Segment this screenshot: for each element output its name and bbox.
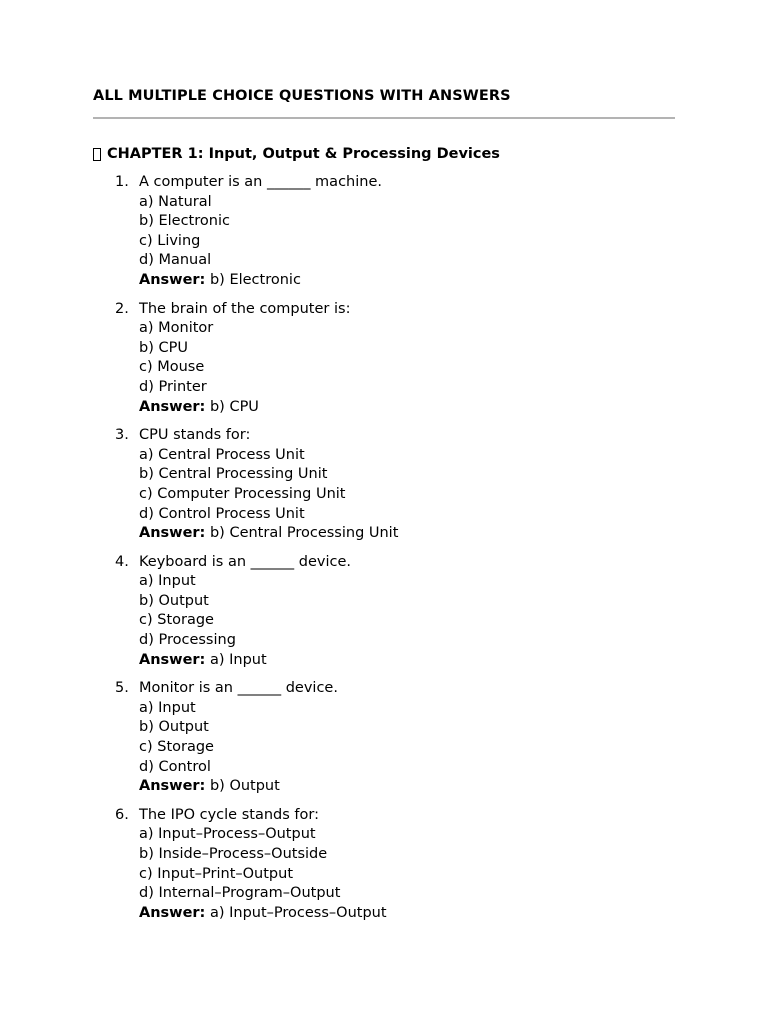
answer-line [139, 904, 675, 924]
question-text: CPU stands for: [139, 427, 251, 444]
question-item [93, 300, 675, 418]
title-divider [93, 117, 675, 119]
answer-label: Answer: [139, 651, 206, 668]
answer-option: a) Natural [139, 193, 212, 210]
answer-option: b) Output [139, 592, 209, 609]
answer-option: a) Input [139, 699, 196, 716]
answer-value: b) Central Processing Unit [209, 525, 399, 542]
question-number: 2. [115, 300, 129, 317]
answer-value: b) CPU [209, 398, 259, 415]
question-text: Monitor is an ______ device. [139, 680, 338, 697]
question-number: 4. [115, 553, 129, 570]
answer-option: d) Internal–Program–Output [139, 885, 341, 902]
chapter-heading [93, 144, 675, 164]
chapter-title: CHAPTER 1: Input, Output & Processing Devices [107, 146, 500, 162]
question-item [93, 553, 675, 671]
answer-option: d) Control [139, 758, 211, 775]
answer-option: c) Storage [139, 612, 214, 629]
answer-option: a) Input [139, 573, 196, 590]
answer-option: b) Output [139, 719, 209, 736]
question-item [93, 806, 675, 924]
answer-option: d) Control Process Unit [139, 505, 305, 522]
question-list [93, 173, 675, 923]
answer-line [139, 398, 675, 418]
answer-option: b) Electronic [139, 213, 230, 230]
answer-option: b) CPU [139, 339, 188, 356]
answer-line [139, 651, 675, 671]
answer-option: a) Monitor [139, 320, 214, 337]
question-item [93, 679, 675, 797]
answer-option: d) Processing [139, 632, 236, 649]
question-text: A computer is an ______ machine. [139, 174, 382, 190]
question-text: Keyboard is an ______ device. [139, 553, 351, 570]
missing-glyph-box-icon [93, 148, 101, 161]
question-item [93, 426, 675, 544]
answer-line [139, 524, 675, 544]
answer-option: b) Inside–Process–Outside [139, 846, 328, 862]
answer-option: b) Central Processing Unit [139, 466, 328, 483]
answer-option: c) Living [139, 232, 201, 249]
answer-value: a) Input [209, 651, 267, 668]
answer-label: Answer: [139, 778, 206, 795]
answer-option: c) Storage [139, 739, 214, 756]
question-number: 1. [115, 174, 129, 190]
answer-label: Answer: [139, 525, 206, 542]
answer-option: c) Input–Print–Output [139, 865, 294, 882]
answer-option: d) Manual [139, 252, 212, 269]
question-text: The IPO cycle stands for: [139, 806, 319, 823]
answer-value: b) Output [209, 778, 280, 795]
answer-option: c) Computer Processing Unit [139, 485, 346, 502]
question-item [93, 173, 675, 291]
question-number: 5. [115, 680, 129, 697]
answer-value: a) Input–Process–Output [209, 904, 387, 921]
answer-line [139, 777, 675, 797]
answer-line [139, 271, 675, 291]
answer-label: Answer: [139, 904, 206, 921]
answer-option: d) Printer [139, 378, 207, 395]
question-text: The brain of the computer is: [139, 300, 351, 317]
answer-label: Answer: [139, 271, 206, 288]
question-number: 3. [115, 427, 129, 444]
document-page [93, 86, 675, 932]
document-title: ALL MULTIPLE CHOICE QUESTIONS WITH ANSWERS [93, 88, 511, 104]
answer-option: a) Central Process Unit [139, 446, 305, 463]
answer-option: a) Input–Process–Output [139, 826, 316, 843]
answer-label: Answer: [139, 398, 206, 415]
answer-option: c) Mouse [139, 359, 205, 376]
question-number: 6. [115, 806, 129, 823]
answer-value: b) Electronic [209, 271, 301, 288]
